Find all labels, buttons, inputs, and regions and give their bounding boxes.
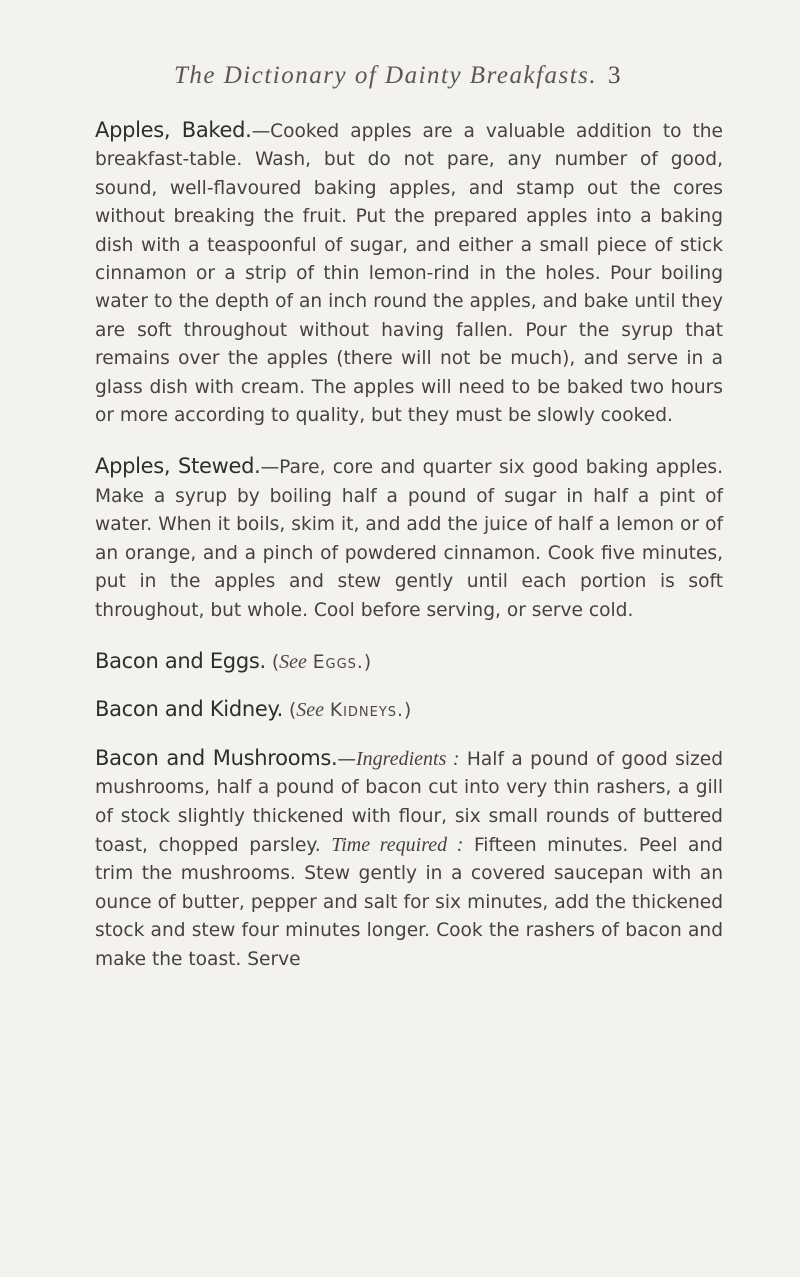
entry-text: —Cooked apples are a valuable addition to the breakfast-table. Wash, but do not pare, any number of good, sound, well-flavoured baking apples, and stamp out the cores without breaking the fruit. Put the prepared apples into a baking dish with a teaspoonful of sugar, and either a small piece of stick cinnamon or a strip of thin lemon-rind in the holes. Pour boiling water to the depth of an inch round the apples, and bake until they are soft throughout without having fallen. Pour the syrup that remains over the apples (there will not be much), and serve in a glass dish with cream. The apples will need to be baked two hours or more according to quality, but they must be slowly cooked.	[95, 121, 723, 427]
entry-bacon-and-eggs	[95, 647, 723, 677]
entry-apples-baked	[95, 116, 723, 430]
running-title: The Dictionary of Dainty Breakfasts.	[174, 62, 598, 89]
reference-target: Kidneys.	[329, 700, 404, 722]
page-number: 3	[608, 62, 621, 89]
headword: Apples, Stewed.	[95, 454, 261, 479]
entry-bacon-and-kidney	[95, 695, 723, 725]
dictionary-entries	[95, 116, 723, 996]
see-word: See	[296, 699, 324, 722]
headword: Bacon and Eggs.	[95, 648, 266, 673]
entry-apples-stewed	[95, 452, 723, 624]
headword: Bacon and Kidney.	[95, 697, 284, 722]
entry-text: —Pare, core and quarter six good baking apples. Make a syrup by boiling half a pound of sugar in half a pint of water. When it boils, skim it, and add the juice of half a lemon or of an orange, and a pinch of powdered cinnamon. Cook five minutes, put in the apples and stew gently until each portion is soft throughout, but whole. Cool before serving, or serve cold.	[95, 457, 723, 621]
time-label: Time required :	[331, 833, 464, 856]
ingredients-label: Ingredients :	[356, 747, 460, 770]
headword: Apples, Baked.	[95, 118, 252, 142]
running-head	[0, 62, 800, 92]
cross-reference: (See Eggs.)	[271, 650, 372, 673]
reference-target: Eggs.	[312, 651, 364, 673]
entry-text: Fifteen minutes. Peel and trim the mushrooms. Stew gently in a covered saucepan with an ounce of butter, pepper and salt for six minutes, add the thickened stock and stew four minutes longer. Cook the rashers of bacon and make the toast. Serve	[95, 834, 723, 970]
cross-reference: (See Kidneys.)	[288, 699, 412, 722]
entry-bacon-and-mushrooms: Bacon and Mushrooms.—Ingredients : Half a pound of good sized mushrooms, half a pound of bacon cut into very thin rashers, a gill of stock slightly thickened with flour, six small rounds of buttered toast, chopped parsley. Time required : Fifteen minutes. Peel and trim the mushrooms. Stew gently in a covered saucepan with an ounce of butter, pepper and salt for six minutes, add the thickened stock and stew four minutes longer. Cook the rashers of bacon and make the toast. Serve	[95, 745, 723, 970]
ingredients-text: Half a pound of good sized mushrooms, half a pound of bacon cut into very thin rashers, a gill of stock slightly thickened with flour, six small rounds of buttered toast, chopped parsley.	[95, 748, 723, 856]
see-word: See	[279, 650, 307, 673]
headword: Bacon and Mushrooms.	[95, 745, 338, 770]
